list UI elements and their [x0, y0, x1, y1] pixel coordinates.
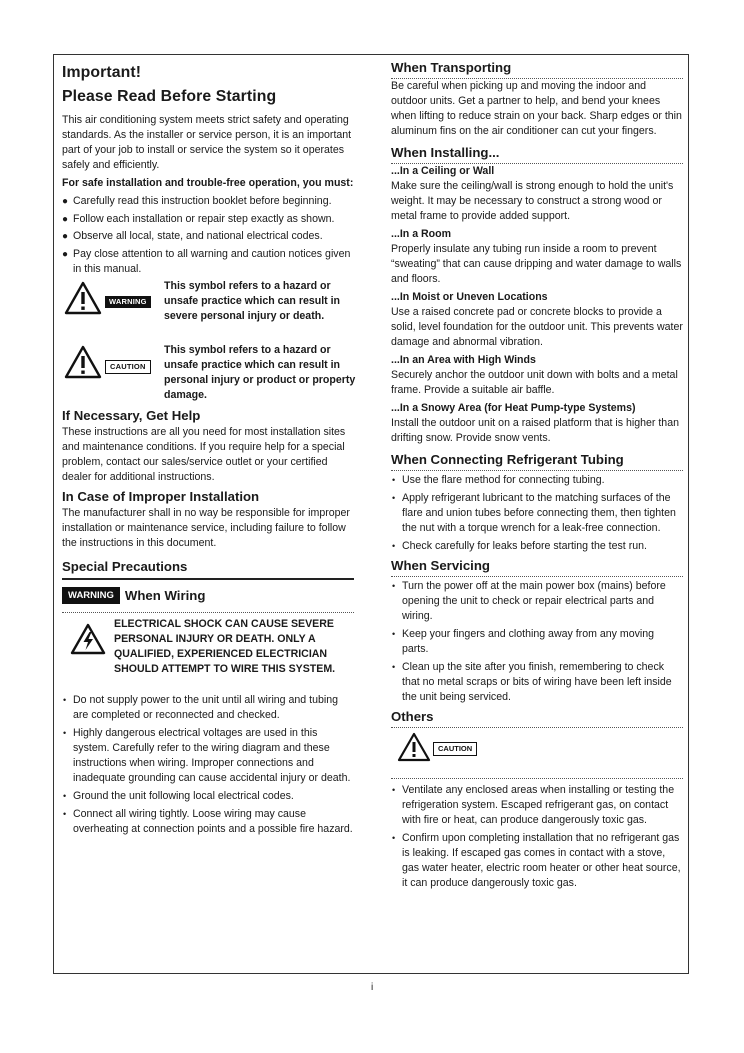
room-text: Properly insulate any tubing run inside a room to prevent “sweating” that can cause dripping and water damage to walls and floors.	[391, 243, 682, 285]
wind-heading: ...In an Area with High Winds	[391, 354, 536, 366]
warning-symbol-block	[62, 279, 354, 343]
moist-heading: ...In Moist or Uneven Locations	[391, 291, 548, 303]
list-item: • Turn the power off at the main power box (mains) before opening the unit to check or repair electrical parts and wiring.	[391, 579, 683, 624]
electric-hazard-icon	[70, 623, 106, 655]
installing-heading: When Installing...	[391, 144, 683, 164]
help-text: These instructions are all you need for most installation sites and maintenance conditions. If you require help for a special problem, contact our sales/service outlet or your certified dealer for additional instructions.	[62, 425, 346, 483]
list-item: • Highly dangerous electrical voltages are used in this system. Carefully refer to the wiring diagram and these instructions when wiring. Improper connections and inadequate grounding can cause accidental injury or death.	[62, 726, 354, 786]
right-column	[391, 59, 683, 894]
warning-symbol-text: This symbol refers to a hazard or unsafe practice which can result in severe personal injury or death.	[164, 279, 341, 322]
special-precautions-heading: Special Precautions	[62, 558, 354, 580]
wiring-warning-tag: WARNING	[62, 587, 120, 604]
others-caution-tag: CAUTION	[433, 742, 477, 756]
servicing-list	[391, 579, 683, 705]
title-please-read: Please Read Before Starting	[62, 88, 277, 105]
list-item: • Confirm upon completing installation that no refrigerant gas is leaking. If escaped gas comes in contact with a stove, gas water heater, electric room heater or other heat source, it can produce dangerously toxic gas.	[391, 831, 683, 891]
list-item: • Connect all wiring tightly. Loose wiring may cause overheating at connection points and a possible fire hazard.	[62, 807, 354, 837]
ceiling-heading: ...In a Ceiling or Wall	[391, 165, 495, 177]
improper-heading: In Case of Improper Installation	[62, 488, 260, 504]
intro-text: This air conditioning system meets strict safety and operating standards. As the installer or service person, it is an important part of your job to install or service the system so it operates safely and efficiently.	[62, 114, 352, 171]
caution-symbol-text: This symbol refers to a hazard or unsafe practice which can result in personal injury or product or property damage.	[164, 343, 356, 401]
electrical-shock-block	[62, 612, 354, 693]
refrigerant-heading: When Connecting Refrigerant Tubing	[391, 451, 683, 471]
moist-text: Use a raised concrete pad or concrete blocks to provide a solid, level foundation for the outdoor unit. This prevents water damage and abnormal vibration.	[391, 306, 683, 348]
caution-triangle-icon	[64, 345, 102, 379]
transporting-text: Be careful when picking up and moving the indoor and outdoor units. Get a partner to help, and bend your knees when lifting to reduce strain on your back. Sharp edges or thin aluminum fins on the air conditioner can cut your fingers.	[391, 80, 682, 137]
ceiling-text: Make sure the ceiling/wall is strong enough to hold the unit's weight. It may be necessary to construct a strong wood or metal frame to provide added support.	[391, 180, 674, 222]
caution-symbol-block	[62, 343, 354, 407]
wiring-list	[62, 693, 354, 837]
electrical-shock-text: ELECTRICAL SHOCK CAN CAUSE SEVERE PERSONAL INJURY OR DEATH. ONLY A QUALIFIED, EXPERIENCED ELECTRICIAN SHOULD ATTEMPT TO WIRE THIS SYSTEM.	[114, 617, 336, 675]
caution-triangle-icon	[397, 732, 431, 762]
list-item: ● Carefully read this instruction booklet before beginning.	[62, 194, 354, 209]
servicing-heading: When Servicing	[391, 557, 683, 577]
snow-heading: ...In a Snowy Area (for Heat Pump-type Systems)	[391, 402, 636, 414]
transporting-heading: When Transporting	[391, 59, 683, 79]
others-list	[391, 778, 683, 891]
wind-text: Securely anchor the outdoor unit down with bolts and a metal frame. Provide a suitable air baffle.	[391, 369, 678, 396]
safe-heading: For safe installation and trouble-free operation, you must:	[62, 177, 354, 189]
improper-text: The manufacturer shall in no way be responsible for improper installation or maintenance service, including failure to follow the instructions in this document.	[62, 506, 350, 549]
when-wiring-label: When Wiring	[124, 588, 206, 603]
page-frame	[53, 54, 689, 974]
refrigerant-list	[391, 473, 683, 554]
list-item: ● Follow each installation or repair step exactly as shown.	[62, 212, 354, 227]
page-number: i	[371, 982, 374, 993]
title-important: Important!	[62, 64, 142, 81]
snow-text: Install the outdoor unit on a raised platform that is higher than drifting snow. Provide snow vents.	[391, 417, 679, 444]
list-item: • Use the flare method for connecting tubing.	[391, 473, 683, 488]
caution-tag: CAUTION	[105, 360, 151, 374]
list-item: • Do not supply power to the unit until all wiring and tubing are completed or reconnected and checked.	[62, 693, 354, 723]
room-heading: ...In a Room	[391, 228, 452, 240]
list-item: • Ventilate any enclosed areas when installing or testing the refrigeration system. Escaped refrigerant gas, on contact with fire or heat, can produce dangerously toxic gas.	[391, 783, 683, 828]
warning-tag: WARNING	[105, 296, 151, 308]
others-caution-block	[391, 728, 683, 778]
warning-triangle-icon	[64, 281, 102, 315]
list-item: • Keep your fingers and clothing away from any moving parts.	[391, 627, 683, 657]
must-list	[62, 194, 354, 277]
list-item: ● Pay close attention to all warning and caution notices given in this manual.	[62, 247, 354, 277]
list-item: • Apply refrigerant lubricant to the matching surfaces of the flare and union tubes before connecting them, then tighten the nut with a torque wrench for a leak-free connection.	[391, 491, 683, 536]
list-item: • Ground the unit following local electrical codes.	[62, 789, 354, 804]
when-wiring-row	[62, 584, 354, 608]
help-heading: If Necessary, Get Help	[62, 407, 201, 423]
list-item: ● Observe all local, state, and national electrical codes.	[62, 229, 354, 244]
list-item: • Check carefully for leaks before starting the test run.	[391, 539, 683, 554]
list-item: • Clean up the site after you finish, remembering to check that no metal scraps or bits of wiring have been left inside the unit being serviced.	[391, 660, 683, 705]
left-column	[62, 59, 354, 840]
others-heading: Others	[391, 708, 683, 728]
